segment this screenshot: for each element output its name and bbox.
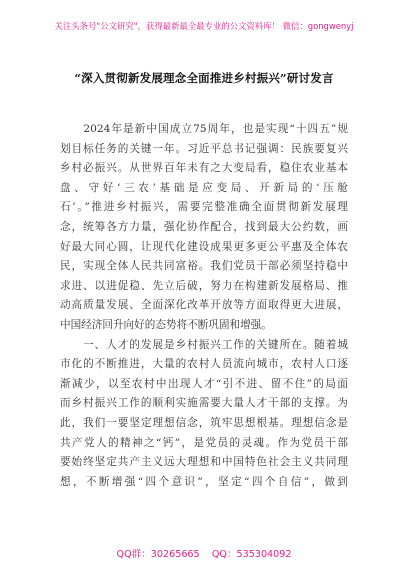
body-line: 中国经济回升向好的态势将不断巩固和增强。 <box>60 318 272 331</box>
body-line: 想，不断增强“四个意识”，坚定“四个自信”，做到 <box>60 475 348 488</box>
body-line: 市化的不断推进，大量的农村人员流向城市，农村人口逐 <box>60 358 348 371</box>
body-line: 而乡村振兴工作的顺利实施需要大量人才干部的支撑。为 <box>60 397 348 410</box>
body-line: 念，统筹各方力量，强化协作配合，找到最大公约数，画 <box>60 220 348 233</box>
body-line: 共产党人的精神之“钙”，是党员的灵魂。作为党员干部 <box>60 436 348 449</box>
document-title: “深入贯彻新发展理念全面推进乡村振兴”研讨发言 <box>74 71 334 85</box>
body-line: 好最大同心圆，让现代化建设成果更多更公平惠及全体农 <box>60 240 348 253</box>
body-line: 民，实现全体人民共同富裕。我们党员干部必须坚持稳中 <box>60 260 348 273</box>
footer-qq: QQ：535304092 <box>211 549 292 560</box>
body-line: 此，我们一要坚定理想信念，筑牢思想根基。理想信念是 <box>60 416 348 429</box>
document-body <box>60 120 348 492</box>
body-line: 乡村必振兴。从世界百年未有之大变局看，稳住农业基本 <box>60 162 348 175</box>
body-line: 一、人才的发展是乡村振兴工作的关键所在。随着城 <box>60 338 348 351</box>
body-line: 动高质量发展、全面深化改革开放等方面取得更大进展， <box>60 299 348 312</box>
body-line: 石’。”推进乡村振兴，需要完整准确全面贯彻新发展理 <box>60 201 348 214</box>
body-line: 求进、以进促稳、先立后破，努力在构建新发展格局、推 <box>60 279 348 292</box>
footer-qq-group: QQ群：30265665 <box>116 549 200 560</box>
body-line: 渐减少，以至农村中出现人才“引不进、留不住”的局面 <box>60 377 348 390</box>
body-line: 2024年是新中国成立75周年，也是实现“十四五”规 <box>60 123 348 135</box>
body-line: 盘、守好‘三农’基础是应变局、开新局的‘压舱 <box>60 181 348 194</box>
header-promo-note: 关注头条号"公文研究"，获得最新最全最专业的公文资料库！ 微信：gongwenyj <box>54 21 354 31</box>
footer-contact <box>0 546 408 560</box>
body-line: 要始终坚定共产主义远大理想和中国特色社会主义共同理 <box>60 456 348 469</box>
body-line: 划目标任务的关键一年。习近平总书记强调：民族要复兴 <box>60 142 348 155</box>
